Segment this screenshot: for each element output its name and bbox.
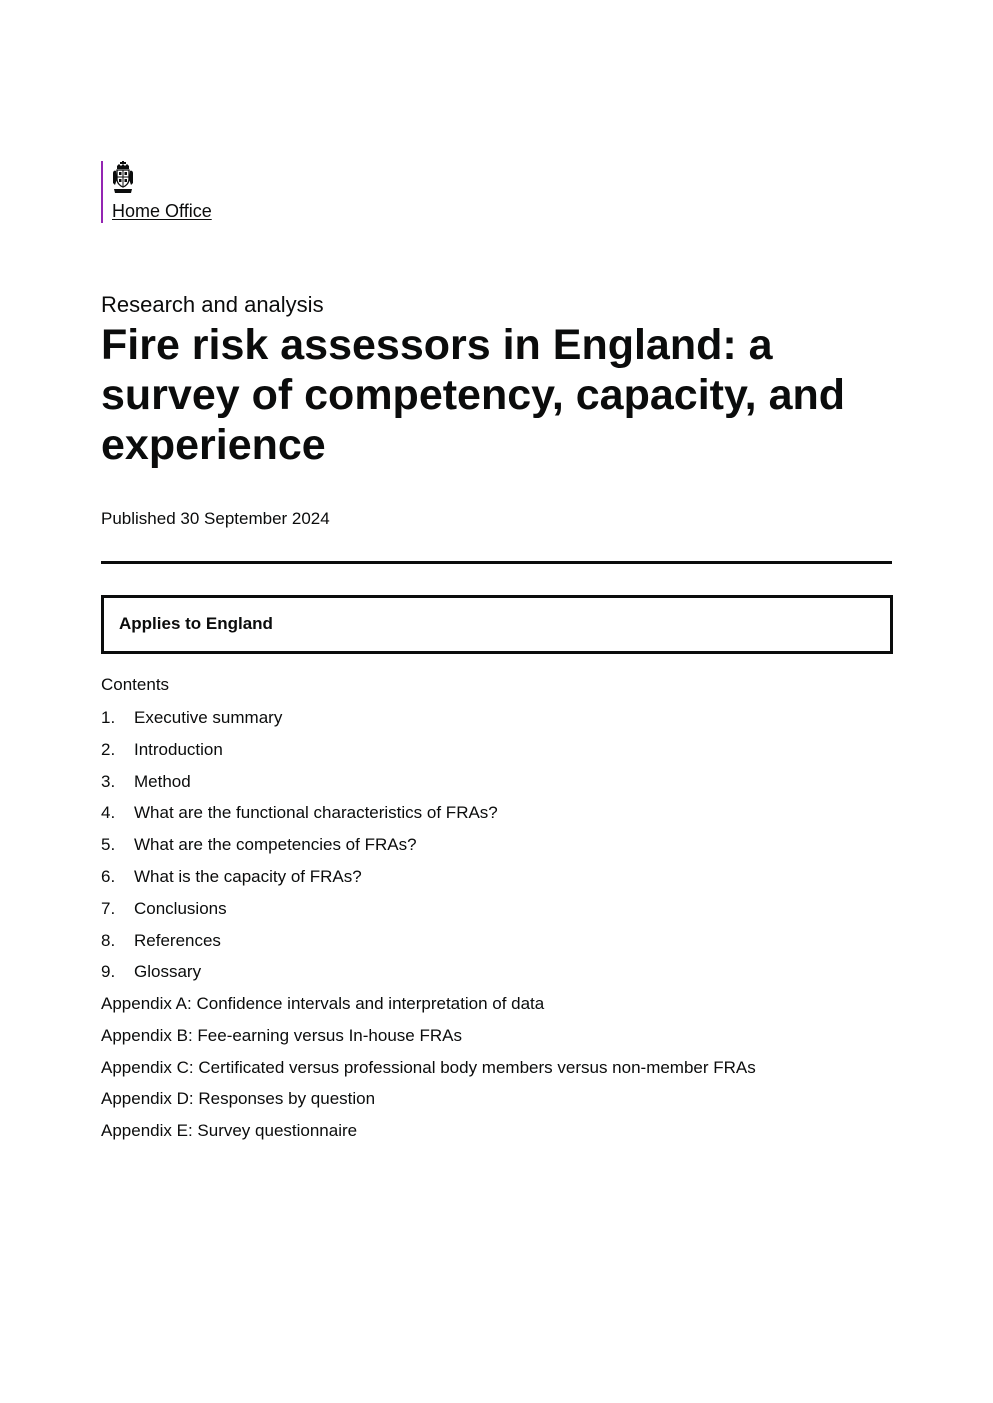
document-caption: Research and analysis bbox=[101, 292, 324, 317]
contents-item bbox=[101, 739, 498, 771]
appendix-link-b[interactable]: Appendix B: Fee-earning versus In-house FRAs bbox=[101, 1025, 462, 1045]
contents-item bbox=[101, 961, 498, 993]
contents-item-number: 6. bbox=[101, 866, 116, 886]
contents-link-method[interactable]: Method bbox=[134, 771, 191, 791]
contents-item-number: 9. bbox=[101, 962, 116, 982]
contents-item-number: 5. bbox=[101, 835, 116, 855]
contents-item-number: 1. bbox=[101, 708, 116, 727]
contents-link-functional-characteristics[interactable]: What are the functional characteristics of FRAs? bbox=[134, 803, 498, 823]
contents-link-references[interactable]: References bbox=[134, 930, 221, 950]
appendix-item bbox=[101, 1088, 756, 1120]
contents-item-number: 8. bbox=[101, 930, 116, 950]
page-title: Fire risk assessors in England: a survey of competency, capacity, and experience bbox=[101, 321, 846, 469]
contents-link-competencies[interactable]: What are the competencies of FRAs? bbox=[134, 835, 417, 855]
appendix-link-c[interactable]: Appendix C: Certificated versus professional body members versus non-member FRAs bbox=[101, 1057, 756, 1077]
contents-list bbox=[101, 707, 498, 993]
contents-link-conclusions[interactable]: Conclusions bbox=[134, 898, 227, 918]
contents-item-number: 7. bbox=[101, 898, 116, 918]
contents-item bbox=[101, 930, 498, 962]
contents-item-number: 3. bbox=[101, 771, 116, 791]
contents-link-capacity[interactable]: What is the capacity of FRAs? bbox=[134, 866, 362, 886]
appendix-link-a[interactable]: Appendix A: Confidence intervals and interpretation of data bbox=[101, 994, 545, 1013]
contents-item-number: 2. bbox=[101, 739, 116, 759]
contents-item bbox=[101, 834, 498, 866]
appendix-link-e[interactable]: Appendix E: Survey questionnaire bbox=[101, 1121, 358, 1141]
contents-item-number: 4. bbox=[101, 803, 116, 823]
published-date: Published 30 September 2024 bbox=[101, 509, 330, 528]
appendix-item bbox=[101, 1025, 756, 1057]
applies-to-box bbox=[101, 595, 893, 654]
royal-crest-icon bbox=[112, 161, 134, 195]
section-divider bbox=[101, 561, 892, 564]
contents-item bbox=[101, 707, 498, 739]
appendix-link-d[interactable]: Appendix D: Responses by question bbox=[101, 1089, 376, 1109]
contents-link-introduction[interactable]: Introduction bbox=[134, 739, 223, 759]
organisation-logo bbox=[101, 161, 212, 223]
contents-link-executive-summary[interactable]: Executive summary bbox=[134, 708, 283, 727]
contents-item bbox=[101, 898, 498, 930]
applies-to-text: Applies to England bbox=[119, 614, 273, 633]
appendix-item bbox=[101, 993, 756, 1025]
contents-item bbox=[101, 802, 498, 834]
contents-item bbox=[101, 771, 498, 803]
contents-link-glossary[interactable]: Glossary bbox=[134, 962, 202, 982]
home-office-link[interactable]: Home Office bbox=[112, 201, 212, 221]
contents-heading: Contents bbox=[101, 675, 170, 694]
appendices-list bbox=[101, 993, 756, 1152]
contents-item bbox=[101, 866, 498, 898]
appendix-item bbox=[101, 1057, 756, 1089]
appendix-item bbox=[101, 1120, 756, 1152]
